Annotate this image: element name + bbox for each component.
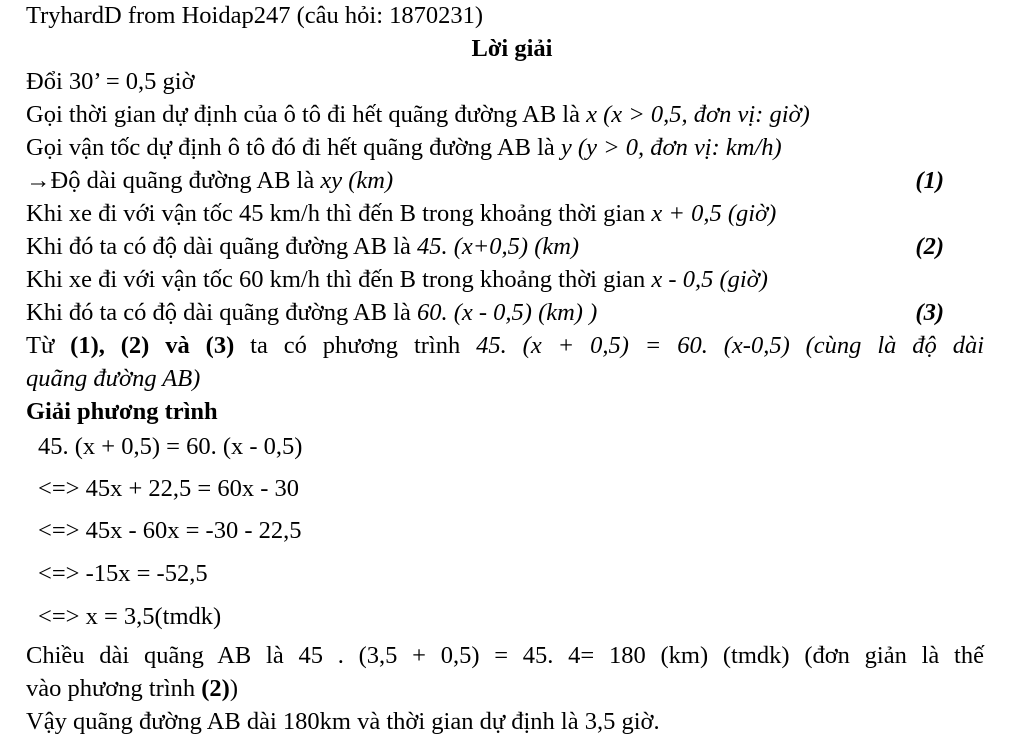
distance-ab-line [26, 165, 984, 197]
define-x-condition: (x > 0,5, đơn vị: giờ) [596, 101, 810, 128]
length-result-line: Chiều dài quãng AB là 45 . (3,5 + 0,5) = 45. 4= 180 (km) (tmdk) (đơn giản là thế [26, 642, 984, 669]
header-line: TryhardD from Hoidap247 (câu hỏi: 1870231) [26, 2, 484, 29]
equation-setup-line [26, 330, 984, 362]
speed-60-expr: x - 0,5 (giờ) [651, 266, 768, 293]
equation-setup-line-2: quãng đường AB) [26, 365, 201, 392]
define-x-text: Gọi thời gian dự định của ô tô đi hết quãng đường AB là [26, 101, 587, 128]
speed-45-text: Khi xe đi với vận tốc 45 km/h thì đến B trong khoảng thời gian [26, 200, 652, 227]
equation-number-1: (1) [915, 167, 944, 194]
define-y-line [26, 132, 984, 164]
solve-step-2: <=> 45x + 22,5 = 60x - 30 [38, 475, 299, 502]
solve-step-5: <=> x = 3,5(tmdk) [38, 603, 222, 630]
solution-title: Lời giải [471, 35, 553, 62]
distance-60-expr: 60. (x - 0,5) (km) ) [416, 299, 598, 326]
speed-60-text: Khi xe đi với vận tốc 60 km/h thì đến B trong khoảng thời gian [26, 266, 652, 293]
speed-60-line [26, 264, 984, 296]
solve-step-1: 45. (x + 0,5) = 60. (x - 0,5) [38, 433, 303, 460]
define-y-var: y [560, 134, 572, 161]
equation-number-2: (2) [915, 233, 944, 260]
length-note-text: vào phương trình [26, 675, 202, 702]
define-x-line [26, 99, 984, 131]
distance-45-line [26, 231, 984, 263]
speed-45-expr: x + 0,5 (giờ) [651, 200, 777, 227]
distance-45-expr: 45. (x+0,5) (km) [416, 233, 580, 260]
length-note-ref: (2) [201, 675, 230, 702]
length-note-close: ) [229, 675, 239, 702]
solve-step-4: <=> -15x = -52,5 [38, 560, 208, 587]
unit-conversion-line: Đổi 30’ = 0,5 giờ [26, 68, 195, 95]
distance-ab-text: →Độ dài quãng đường AB là [26, 167, 321, 194]
solve-heading: Giải phương trình [26, 398, 218, 425]
distance-ab-expr: xy (km) [320, 167, 394, 194]
conclusion-line: Vậy quãng đường AB dài 180km và thời gian dự định là 3,5 giờ. [26, 708, 660, 735]
define-y-condition: (y > 0, đơn vị: km/h) [571, 134, 782, 161]
equation-number-3: (3) [915, 299, 944, 326]
distance-45-text: Khi đó ta có độ dài quãng đường AB là [26, 233, 417, 260]
setup-refs: (1), (2) và (3) [70, 332, 235, 359]
solve-step-3: <=> 45x - 60x = -30 - 22,5 [38, 517, 302, 544]
define-x-var: x [586, 101, 597, 128]
setup-equation: 45. (x + 0,5) = 60. (x-0,5) (cùng là độ dài [476, 332, 985, 359]
define-y-text: Gọi vận tốc dự định ô tô đó đi hết quãng đường AB là [26, 134, 561, 161]
distance-60-text: Khi đó ta có độ dài quãng đường AB là [26, 299, 417, 326]
distance-60-line [26, 297, 984, 329]
length-result-line-2 [26, 673, 984, 705]
setup-text-1: Từ [26, 332, 71, 359]
speed-45-line [26, 198, 984, 230]
setup-text-2: ta có phương trình [234, 332, 477, 359]
